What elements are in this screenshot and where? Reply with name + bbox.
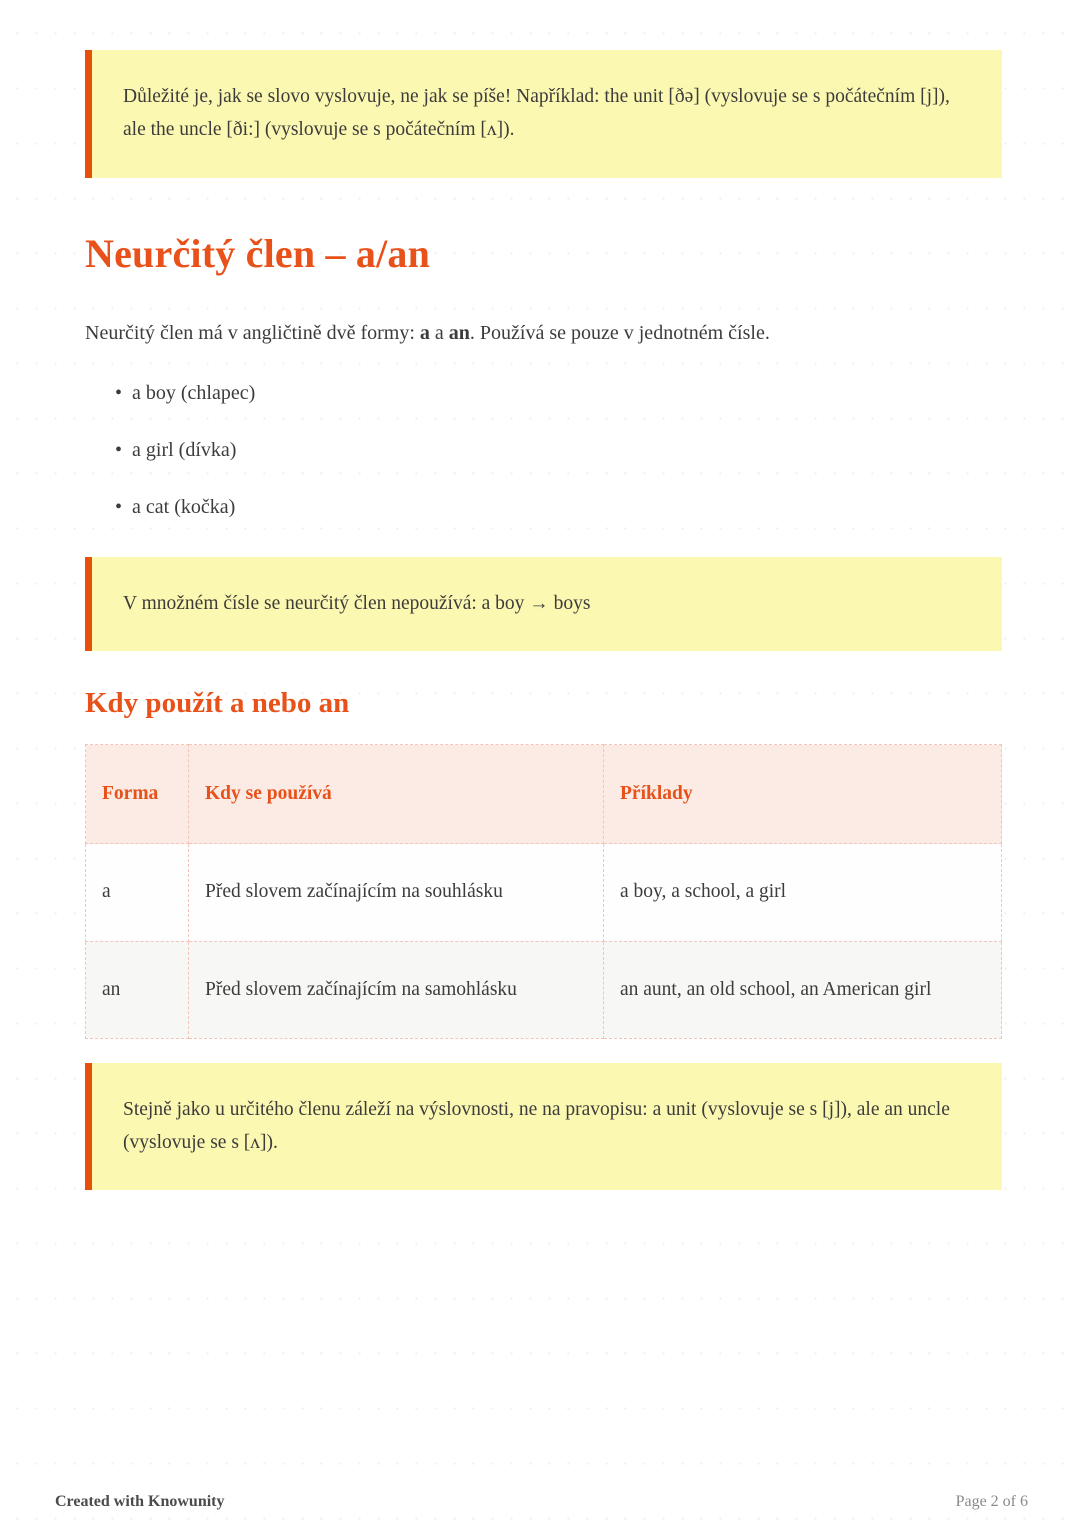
cell-forma: an	[86, 941, 189, 1038]
callout-pronunciation-note	[85, 50, 1002, 178]
cell-usage: Před slovem začínajícím na samohlásku	[189, 941, 604, 1038]
page-footer	[55, 1493, 1028, 1511]
usage-table	[85, 744, 1002, 1039]
intro-text-start: Neurčitý člen má v angličtině dvě formy:	[85, 321, 420, 344]
page-title: Neurčitý člen – a/an	[85, 230, 431, 276]
intro-paragraph	[85, 317, 1002, 349]
intro-bold-a: a	[419, 321, 430, 344]
section-title: Kdy použít a nebo an	[85, 687, 350, 720]
footer-branding: Created with Knowunity	[55, 1493, 225, 1510]
list-item	[115, 436, 1002, 464]
intro-text-mid: a	[429, 321, 449, 344]
list-item-text: a cat (kočka)	[132, 495, 236, 518]
list-item-text: a boy (chlapec)	[132, 381, 256, 404]
callout-text: Stejně jako u určitého členu záleží na výslovnosti, ne na pravopisu: a unit (vyslovuje se s [j]), ale an uncle (vyslovuje se s [ʌ]).	[123, 1098, 950, 1153]
intro-text-end: . Používá se pouze v jednotném čísle.	[469, 321, 770, 344]
intro-bold-an: an	[448, 321, 470, 344]
cell-examples: a boy, a school, a girl	[604, 844, 1002, 941]
callout-spelling-note	[85, 1063, 1002, 1191]
cell-examples: an aunt, an old school, an American girl	[604, 941, 1002, 1038]
table-row	[86, 844, 1002, 941]
list-item-text: a girl (dívka)	[132, 438, 237, 461]
column-header-usage: Kdy se používá	[189, 745, 604, 844]
table-header-row	[86, 745, 1002, 844]
callout-plural-note	[85, 557, 1002, 652]
page-number: Page 2 of 6	[955, 1493, 1028, 1510]
column-header-examples: Příklady	[604, 745, 1002, 844]
column-header-forma: Forma	[86, 745, 189, 844]
callout-text: Důležité je, jak se slovo vyslovuje, ne jak se píše! Například: the unit [ðə] (vyslovuje se s počátečním [j]), ale the uncle [ði:] (vyslovuje se s počátečním [ʌ]).	[123, 86, 950, 140]
callout-text: V množném čísle se neurčitý člen nepoužívá: a boy → boys	[123, 592, 591, 614]
examples-list	[85, 379, 1002, 521]
table-row	[86, 941, 1002, 1038]
page-content	[85, 50, 1002, 1190]
cell-usage: Před slovem začínajícím na souhlásku	[189, 844, 604, 941]
list-item	[115, 493, 1002, 521]
list-item	[115, 379, 1002, 407]
cell-forma: a	[86, 844, 189, 941]
